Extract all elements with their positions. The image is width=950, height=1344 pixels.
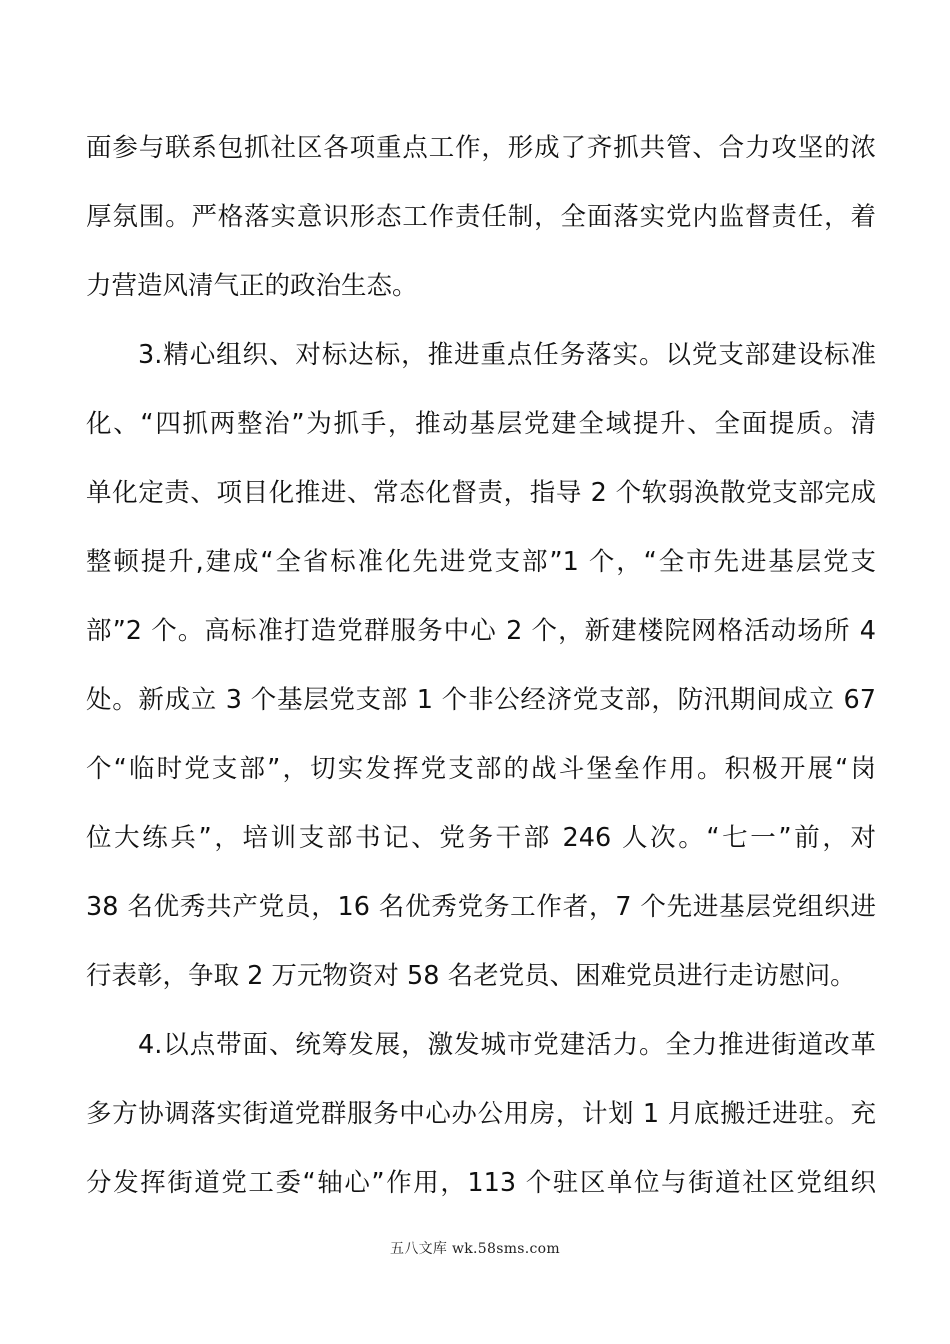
text-line: 多方协调落实街道党群服务中心办公用房，计划 1 月底搬迁进驻。充 bbox=[86, 1099, 876, 1129]
text-line: 部”2 个。高标准打造党群服务中心 2 个，新建楼院网格活动场所 4 bbox=[86, 616, 876, 646]
document-body bbox=[86, 122, 876, 1226]
text-line: 力营造风清气正的政治生态。 bbox=[86, 271, 418, 301]
text-line: 行表彰，争取 2 万元物资对 58 名老党员、困难党员进行走访慰问。 bbox=[86, 961, 856, 991]
footer-watermark: 五八文库 wk.58sms.com bbox=[390, 1241, 560, 1257]
text-line: 整顿提升,建成“全省标准化先进党支部”1 个，“全市先进基层党支 bbox=[86, 547, 876, 577]
section-heading-line: 3.精心组织、对标达标，推进重点任务落实。以党支部建设标准 bbox=[138, 340, 876, 370]
text-line: 厚氛围。严格落实意识形态工作责任制，全面落实党内监督责任，着 bbox=[86, 202, 876, 232]
text-line: 38 名优秀共产党员，16 名优秀党务工作者，7 个先进基层党组织进 bbox=[86, 892, 876, 922]
text-line: 处。新成立 3 个基层党支部 1 个非公经济党支部，防汛期间成立 67 bbox=[86, 685, 876, 715]
text-line: 化、“四抓两整治”为抓手，推动基层党建全域提升、全面提质。清 bbox=[86, 409, 876, 439]
text-line: 面参与联系包抓社区各项重点工作，形成了齐抓共管、合力攻坚的浓 bbox=[86, 133, 876, 163]
section-heading-line: 4.以点带面、统筹发展，激发城市党建活力。全力推进街道改革 bbox=[138, 1030, 876, 1060]
text-line: 个“临时党支部”，切实发挥党支部的战斗堡垒作用。积极开展“岗 bbox=[86, 754, 876, 784]
text-line: 分发挥街道党工委“轴心”作用，113 个驻区单位与街道社区党组织 bbox=[86, 1168, 876, 1198]
text-line: 单化定责、项目化推进、常态化督责，指导 2 个软弱涣散党支部完成 bbox=[86, 478, 876, 508]
text-line: 位大练兵”，培训支部书记、党务干部 246 人次。“七一”前，对 bbox=[86, 823, 876, 853]
